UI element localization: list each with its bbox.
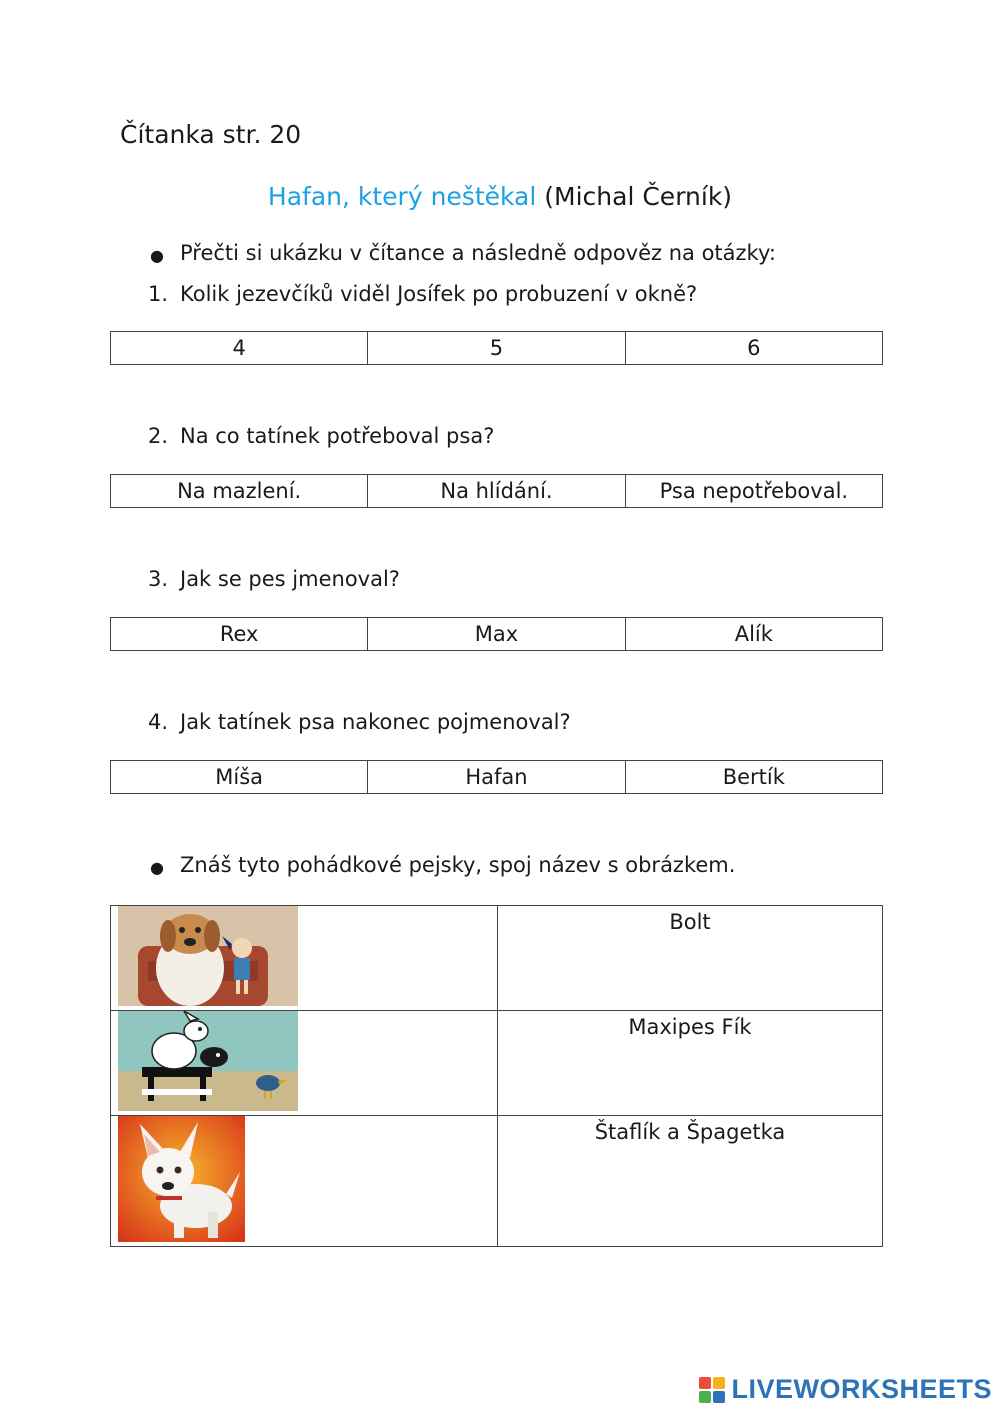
answer-options-1 [110, 331, 883, 365]
answer-option[interactable]: Na mazlení. [111, 475, 368, 508]
answer-options-2 [110, 474, 883, 508]
answer-option[interactable]: Na hlídání. [368, 475, 625, 508]
dog-picture-staflik-spagetka[interactable] [118, 1011, 298, 1115]
page-reference: Čítanka str. 20 [120, 120, 302, 149]
answer-option[interactable]: 5 [368, 332, 625, 365]
answer-option[interactable]: Hafan [368, 761, 625, 794]
dog-name-option[interactable]: Štaflík a Špagetka [498, 1116, 883, 1247]
instruction-text: Přečti si ukázku v čítance a následně odpověz na otázky: [180, 241, 776, 265]
question-number: 4. [148, 710, 169, 734]
answer-option[interactable]: Bertík [625, 761, 882, 794]
matching-table [110, 905, 883, 1247]
bullet-icon: ● [150, 858, 164, 877]
page-title [0, 182, 1000, 211]
answer-option[interactable]: Alík [625, 618, 882, 651]
story-author: (Michal Černík) [544, 182, 733, 211]
matching-instruction: Znáš tyto pohádkové pejsky, spoj název s obrázkem. [180, 853, 736, 877]
picture-cell [111, 906, 498, 1011]
question-text: Kolik jezevčíků viděl Josífek po probuzení v okně? [180, 282, 698, 306]
question-text: Jak se pes jmenoval? [180, 567, 400, 591]
liveworksheets-logo-icon [699, 1377, 725, 1403]
answer-option[interactable]: Psa nepotřeboval. [625, 475, 882, 508]
answer-option[interactable]: Max [368, 618, 625, 651]
dog-name-option[interactable]: Maxipes Fík [498, 1011, 883, 1116]
question-text: Jak tatínek psa nakonec pojmenoval? [180, 710, 571, 734]
answer-options-4 [110, 760, 883, 794]
story-title: Hafan, který neštěkal [267, 182, 537, 211]
question-number: 3. [148, 567, 169, 591]
liveworksheets-logo [699, 1374, 992, 1405]
question-text: Na co tatínek potřeboval psa? [180, 424, 495, 448]
answer-option[interactable]: Míša [111, 761, 368, 794]
answer-option[interactable]: 4 [111, 332, 368, 365]
picture-cell [111, 1011, 498, 1116]
picture-cell [111, 1116, 498, 1247]
question-number: 2. [148, 424, 169, 448]
answer-option[interactable]: Rex [111, 618, 368, 651]
dog-picture-bolt[interactable] [118, 1116, 245, 1246]
answer-option[interactable]: 6 [625, 332, 882, 365]
answer-options-3 [110, 617, 883, 651]
bullet-icon: ● [150, 246, 164, 265]
question-number: 1. [148, 282, 169, 306]
dog-picture-maxipes-fik[interactable] [118, 906, 298, 1010]
liveworksheets-brand: LIVEWORKSHEETS [731, 1374, 992, 1404]
dog-name-option[interactable]: Bolt [498, 906, 883, 1011]
